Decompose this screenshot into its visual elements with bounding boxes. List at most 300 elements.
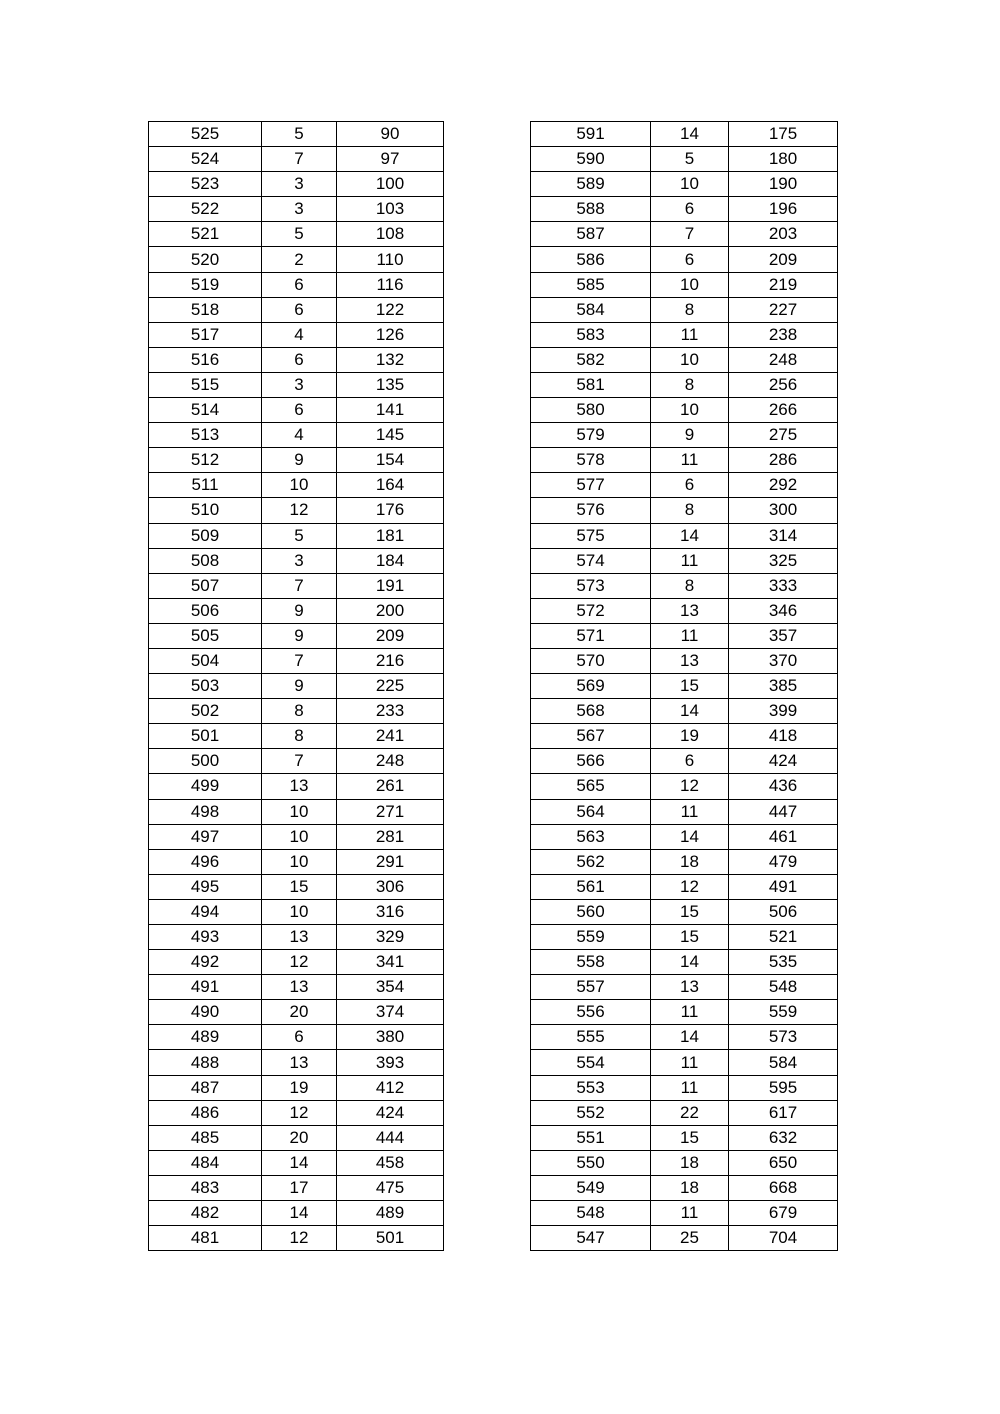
cumulative-cell: 535 [729, 950, 838, 975]
table-row [149, 899, 444, 924]
cumulative-cell: 103 [337, 197, 444, 222]
cumulative-cell: 679 [729, 1201, 838, 1226]
count-cell: 18 [651, 849, 729, 874]
cumulative-cell: 209 [337, 623, 444, 648]
score-cell: 506 [149, 598, 262, 623]
cumulative-cell: 617 [729, 1100, 838, 1125]
table-row [531, 648, 838, 673]
count-cell: 6 [262, 347, 337, 372]
table-row [149, 473, 444, 498]
cumulative-cell: 399 [729, 699, 838, 724]
count-cell: 14 [651, 523, 729, 548]
table-row [531, 799, 838, 824]
table-row [531, 899, 838, 924]
table-row [531, 297, 838, 322]
table-row [149, 1100, 444, 1125]
count-cell: 10 [651, 272, 729, 297]
cumulative-cell: 233 [337, 699, 444, 724]
table-row [149, 1025, 444, 1050]
score-cell: 558 [531, 950, 651, 975]
score-cell: 509 [149, 523, 262, 548]
table-row [531, 874, 838, 899]
cumulative-cell: 329 [337, 925, 444, 950]
table-row [149, 372, 444, 397]
score-cell: 487 [149, 1075, 262, 1100]
count-cell: 8 [262, 699, 337, 724]
score-cell: 557 [531, 975, 651, 1000]
score-cell: 569 [531, 674, 651, 699]
cumulative-cell: 489 [337, 1201, 444, 1226]
score-cell: 584 [531, 297, 651, 322]
table-row [531, 147, 838, 172]
table-row [531, 172, 838, 197]
table-row [149, 1000, 444, 1025]
cumulative-cell: 316 [337, 899, 444, 924]
table-row [531, 824, 838, 849]
count-cell: 10 [262, 899, 337, 924]
score-cell: 500 [149, 749, 262, 774]
count-cell: 12 [262, 498, 337, 523]
count-cell: 10 [651, 172, 729, 197]
cumulative-cell: 501 [337, 1226, 444, 1251]
count-cell: 17 [262, 1175, 337, 1200]
table-row [149, 322, 444, 347]
cumulative-cell: 370 [729, 648, 838, 673]
table-row [149, 874, 444, 899]
score-cell: 577 [531, 473, 651, 498]
count-cell: 13 [262, 975, 337, 1000]
cumulative-cell: 385 [729, 674, 838, 699]
score-cell: 590 [531, 147, 651, 172]
score-cell: 488 [149, 1050, 262, 1075]
table-row [149, 448, 444, 473]
cumulative-cell: 559 [729, 1000, 838, 1025]
count-cell: 11 [651, 1000, 729, 1025]
cumulative-cell: 314 [729, 523, 838, 548]
count-cell: 25 [651, 1226, 729, 1251]
score-cell: 571 [531, 623, 651, 648]
cumulative-cell: 141 [337, 398, 444, 423]
table-row [149, 849, 444, 874]
table-row [149, 799, 444, 824]
table-row [149, 122, 444, 147]
count-cell: 6 [651, 749, 729, 774]
score-cell: 567 [531, 724, 651, 749]
score-cell: 510 [149, 498, 262, 523]
cumulative-cell: 584 [729, 1050, 838, 1075]
cumulative-cell: 122 [337, 297, 444, 322]
table-row [149, 648, 444, 673]
count-cell: 13 [651, 598, 729, 623]
cumulative-cell: 209 [729, 247, 838, 272]
count-cell: 3 [262, 548, 337, 573]
score-cell: 512 [149, 448, 262, 473]
cumulative-cell: 90 [337, 122, 444, 147]
count-cell: 11 [651, 799, 729, 824]
cumulative-cell: 380 [337, 1025, 444, 1050]
table-row [531, 423, 838, 448]
cumulative-cell: 135 [337, 372, 444, 397]
count-cell: 6 [262, 297, 337, 322]
count-cell: 8 [651, 297, 729, 322]
table-row [149, 724, 444, 749]
table-row [531, 197, 838, 222]
score-cell: 570 [531, 648, 651, 673]
cumulative-cell: 479 [729, 849, 838, 874]
table-row [531, 322, 838, 347]
score-cell: 555 [531, 1025, 651, 1050]
score-cell: 495 [149, 874, 262, 899]
cumulative-cell: 341 [337, 950, 444, 975]
table-row [149, 297, 444, 322]
count-cell: 7 [262, 648, 337, 673]
score-cell: 502 [149, 699, 262, 724]
cumulative-cell: 200 [337, 598, 444, 623]
score-cell: 568 [531, 699, 651, 724]
score-cell: 508 [149, 548, 262, 573]
cumulative-cell: 238 [729, 322, 838, 347]
cumulative-cell: 573 [729, 1025, 838, 1050]
cumulative-cell: 491 [729, 874, 838, 899]
score-cell: 492 [149, 950, 262, 975]
count-cell: 15 [651, 899, 729, 924]
score-cell: 581 [531, 372, 651, 397]
count-cell: 9 [262, 623, 337, 648]
score-cell: 573 [531, 573, 651, 598]
cumulative-cell: 668 [729, 1175, 838, 1200]
table-row [149, 749, 444, 774]
score-cell: 501 [149, 724, 262, 749]
table-row [149, 222, 444, 247]
cumulative-cell: 176 [337, 498, 444, 523]
table-row [531, 222, 838, 247]
cumulative-cell: 548 [729, 975, 838, 1000]
score-cell: 498 [149, 799, 262, 824]
count-cell: 22 [651, 1100, 729, 1125]
cumulative-cell: 521 [729, 925, 838, 950]
cumulative-cell: 393 [337, 1050, 444, 1075]
table-row [531, 372, 838, 397]
cumulative-cell: 333 [729, 573, 838, 598]
count-cell: 12 [651, 774, 729, 799]
count-cell: 7 [262, 147, 337, 172]
count-cell: 8 [651, 573, 729, 598]
table-row [531, 1025, 838, 1050]
count-cell: 7 [262, 749, 337, 774]
table-row [531, 498, 838, 523]
count-cell: 9 [262, 674, 337, 699]
table-row [531, 749, 838, 774]
table-row [149, 548, 444, 573]
score-cell: 523 [149, 172, 262, 197]
count-cell: 12 [262, 950, 337, 975]
cumulative-cell: 595 [729, 1075, 838, 1100]
cumulative-cell: 184 [337, 548, 444, 573]
score-cell: 521 [149, 222, 262, 247]
table-row [149, 1175, 444, 1200]
score-cell: 499 [149, 774, 262, 799]
cumulative-cell: 281 [337, 824, 444, 849]
table-row [149, 1201, 444, 1226]
count-cell: 7 [262, 573, 337, 598]
table-row [531, 950, 838, 975]
table-row [149, 147, 444, 172]
table-row [531, 1226, 838, 1251]
table-row [531, 122, 838, 147]
cumulative-cell: 292 [729, 473, 838, 498]
count-cell: 5 [262, 523, 337, 548]
count-cell: 10 [262, 799, 337, 824]
cumulative-cell: 110 [337, 247, 444, 272]
score-cell: 485 [149, 1125, 262, 1150]
table-row [149, 674, 444, 699]
score-cell: 514 [149, 398, 262, 423]
score-cell: 522 [149, 197, 262, 222]
count-cell: 14 [651, 824, 729, 849]
table-row [149, 523, 444, 548]
score-cell: 562 [531, 849, 651, 874]
cumulative-cell: 412 [337, 1075, 444, 1100]
cumulative-cell: 458 [337, 1150, 444, 1175]
count-cell: 4 [262, 423, 337, 448]
cumulative-cell: 266 [729, 398, 838, 423]
score-cell: 589 [531, 172, 651, 197]
cumulative-cell: 256 [729, 372, 838, 397]
cumulative-cell: 180 [729, 147, 838, 172]
score-cell: 525 [149, 122, 262, 147]
score-cell: 504 [149, 648, 262, 673]
cumulative-cell: 216 [337, 648, 444, 673]
score-cell: 516 [149, 347, 262, 372]
count-cell: 14 [651, 1025, 729, 1050]
score-cell: 550 [531, 1150, 651, 1175]
count-cell: 14 [262, 1201, 337, 1226]
score-table-right [530, 121, 838, 1251]
cumulative-cell: 300 [729, 498, 838, 523]
cumulative-cell: 346 [729, 598, 838, 623]
table-row [149, 925, 444, 950]
table-row [149, 623, 444, 648]
table-row [531, 1075, 838, 1100]
table-row [149, 1125, 444, 1150]
cumulative-cell: 424 [729, 749, 838, 774]
count-cell: 6 [651, 197, 729, 222]
table-row [531, 1201, 838, 1226]
table-row [531, 448, 838, 473]
table-row [531, 523, 838, 548]
table-row [149, 1050, 444, 1075]
cumulative-cell: 704 [729, 1226, 838, 1251]
count-cell: 7 [651, 222, 729, 247]
cumulative-cell: 203 [729, 222, 838, 247]
table-row [531, 347, 838, 372]
score-cell: 585 [531, 272, 651, 297]
cumulative-cell: 436 [729, 774, 838, 799]
table-row [149, 347, 444, 372]
table-row [531, 1125, 838, 1150]
score-cell: 505 [149, 623, 262, 648]
cumulative-cell: 97 [337, 147, 444, 172]
table-row [531, 1175, 838, 1200]
count-cell: 9 [262, 598, 337, 623]
table-row [149, 498, 444, 523]
score-cell: 547 [531, 1226, 651, 1251]
cumulative-cell: 248 [729, 347, 838, 372]
score-cell: 511 [149, 473, 262, 498]
count-cell: 15 [651, 925, 729, 950]
score-cell: 494 [149, 899, 262, 924]
count-cell: 14 [262, 1150, 337, 1175]
score-cell: 491 [149, 975, 262, 1000]
table-row [531, 247, 838, 272]
table-row [149, 573, 444, 598]
count-cell: 11 [651, 1050, 729, 1075]
count-cell: 5 [262, 222, 337, 247]
count-cell: 14 [651, 950, 729, 975]
table-row [149, 1075, 444, 1100]
cumulative-cell: 306 [337, 874, 444, 899]
count-cell: 13 [262, 1050, 337, 1075]
count-cell: 15 [262, 874, 337, 899]
score-cell: 524 [149, 147, 262, 172]
count-cell: 8 [651, 498, 729, 523]
score-cell: 519 [149, 272, 262, 297]
score-cell: 576 [531, 498, 651, 523]
count-cell: 6 [651, 247, 729, 272]
table-row [531, 473, 838, 498]
score-cell: 497 [149, 824, 262, 849]
count-cell: 3 [262, 197, 337, 222]
table-row [531, 1050, 838, 1075]
score-cell: 575 [531, 523, 651, 548]
count-cell: 10 [262, 473, 337, 498]
cumulative-cell: 506 [729, 899, 838, 924]
count-cell: 13 [651, 648, 729, 673]
score-cell: 515 [149, 372, 262, 397]
cumulative-cell: 191 [337, 573, 444, 598]
count-cell: 14 [651, 122, 729, 147]
count-cell: 8 [262, 724, 337, 749]
score-cell: 574 [531, 548, 651, 573]
cumulative-cell: 190 [729, 172, 838, 197]
score-cell: 580 [531, 398, 651, 423]
count-cell: 9 [262, 448, 337, 473]
cumulative-cell: 175 [729, 122, 838, 147]
count-cell: 20 [262, 1125, 337, 1150]
score-cell: 554 [531, 1050, 651, 1075]
score-cell: 579 [531, 423, 651, 448]
cumulative-cell: 248 [337, 749, 444, 774]
score-cell: 551 [531, 1125, 651, 1150]
score-cell: 582 [531, 347, 651, 372]
cumulative-cell: 219 [729, 272, 838, 297]
cumulative-cell: 154 [337, 448, 444, 473]
table-row [149, 824, 444, 849]
score-cell: 563 [531, 824, 651, 849]
table-row [531, 272, 838, 297]
score-cell: 513 [149, 423, 262, 448]
table-row [531, 598, 838, 623]
score-table-left [148, 121, 444, 1251]
cumulative-cell: 374 [337, 1000, 444, 1025]
score-cell: 564 [531, 799, 651, 824]
table-row [149, 699, 444, 724]
table-row [149, 1150, 444, 1175]
cumulative-cell: 325 [729, 548, 838, 573]
cumulative-cell: 108 [337, 222, 444, 247]
count-cell: 15 [651, 674, 729, 699]
count-cell: 10 [262, 824, 337, 849]
count-cell: 12 [262, 1226, 337, 1251]
table-row [531, 548, 838, 573]
cumulative-cell: 225 [337, 674, 444, 699]
score-cell: 552 [531, 1100, 651, 1125]
table-row [531, 1100, 838, 1125]
cumulative-cell: 261 [337, 774, 444, 799]
count-cell: 6 [262, 272, 337, 297]
score-cell: 481 [149, 1226, 262, 1251]
count-cell: 8 [651, 372, 729, 397]
table-row [149, 172, 444, 197]
score-cell: 586 [531, 247, 651, 272]
table-row [149, 398, 444, 423]
table-row [531, 975, 838, 1000]
cumulative-cell: 275 [729, 423, 838, 448]
score-cell: 560 [531, 899, 651, 924]
table-row [149, 197, 444, 222]
score-cell: 482 [149, 1201, 262, 1226]
count-cell: 13 [651, 975, 729, 1000]
count-cell: 20 [262, 1000, 337, 1025]
cumulative-cell: 241 [337, 724, 444, 749]
count-cell: 18 [651, 1175, 729, 1200]
table-row [531, 724, 838, 749]
score-cell: 572 [531, 598, 651, 623]
count-cell: 6 [262, 1025, 337, 1050]
count-cell: 11 [651, 1201, 729, 1226]
table-row [531, 1150, 838, 1175]
table-row [531, 699, 838, 724]
table-row [149, 950, 444, 975]
score-cell: 489 [149, 1025, 262, 1050]
cumulative-cell: 227 [729, 297, 838, 322]
score-cell: 561 [531, 874, 651, 899]
table-row [149, 423, 444, 448]
table-row [149, 975, 444, 1000]
table-row [531, 774, 838, 799]
count-cell: 12 [262, 1100, 337, 1125]
cumulative-cell: 181 [337, 523, 444, 548]
score-cell: 583 [531, 322, 651, 347]
count-cell: 9 [651, 423, 729, 448]
count-cell: 11 [651, 623, 729, 648]
count-cell: 13 [262, 774, 337, 799]
table-row [149, 774, 444, 799]
count-cell: 3 [262, 172, 337, 197]
count-cell: 12 [651, 874, 729, 899]
cumulative-cell: 271 [337, 799, 444, 824]
score-cell: 493 [149, 925, 262, 950]
count-cell: 6 [651, 473, 729, 498]
cumulative-cell: 196 [729, 197, 838, 222]
table-row [531, 623, 838, 648]
cumulative-cell: 632 [729, 1125, 838, 1150]
score-cell: 484 [149, 1150, 262, 1175]
cumulative-cell: 145 [337, 423, 444, 448]
cumulative-cell: 100 [337, 172, 444, 197]
score-cell: 553 [531, 1075, 651, 1100]
score-cell: 503 [149, 674, 262, 699]
